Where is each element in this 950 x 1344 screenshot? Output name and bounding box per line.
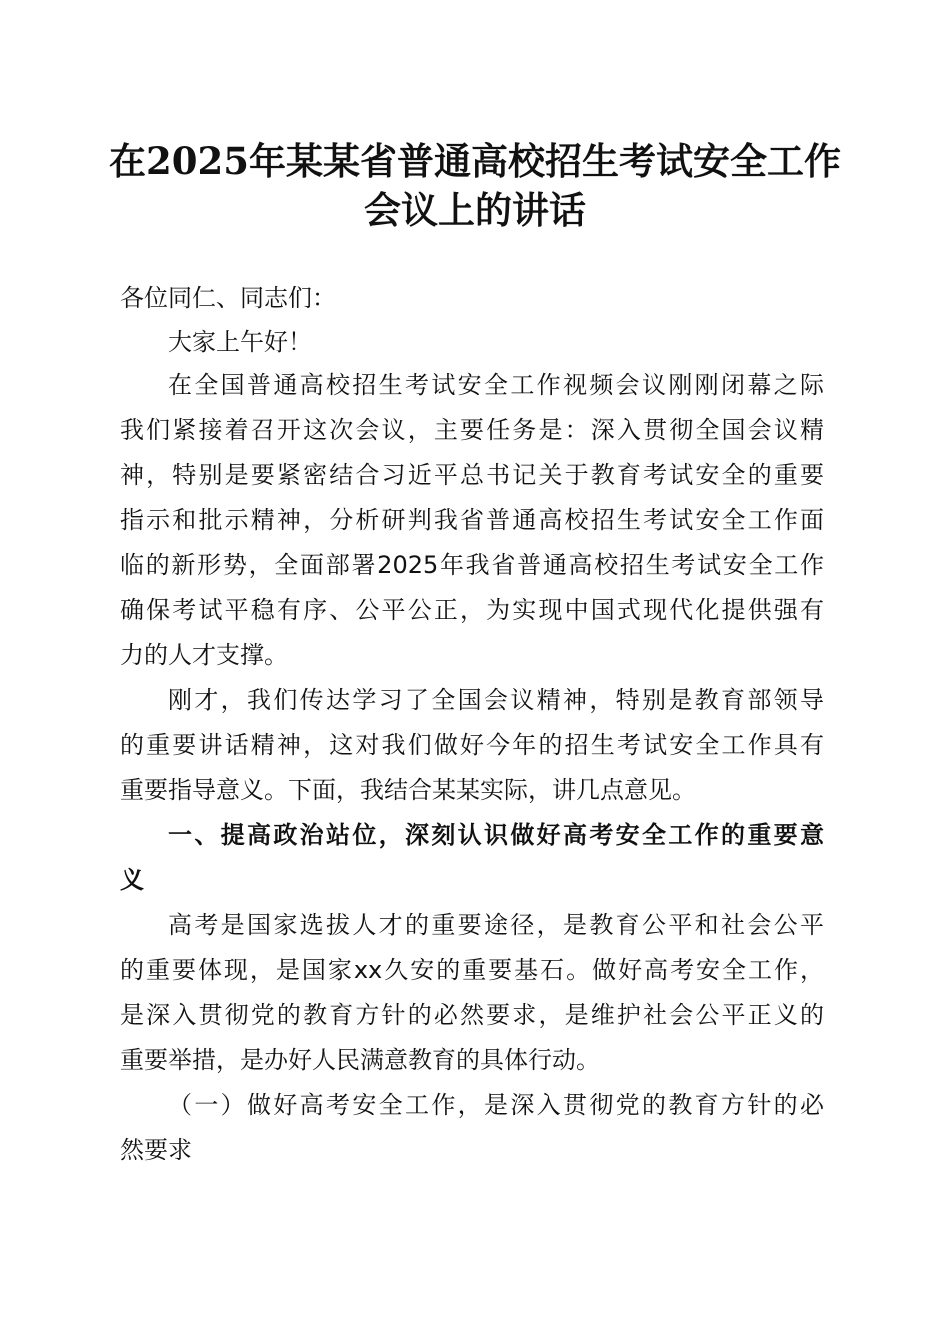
document-title-line-1: 在2025年某某省普通高校招生考试安全工作 bbox=[109, 139, 841, 183]
paragraph-3-line-4: 重要举措，是办好人民满意教育的具体行动。 bbox=[120, 1046, 600, 1074]
paragraph-2-line-3: 重要指导意义。下面，我结合某某实际，讲几点意见。 bbox=[120, 776, 696, 804]
paragraph-2-line-2: 的重要讲话精神，这对我们做好今年的招生考试安全工作具有 bbox=[120, 731, 824, 759]
paragraph-1-line-1: 在全国普通高校招生考试安全工作视频会议刚刚闭幕之际 bbox=[168, 371, 824, 399]
subheading-1-line-2: 然要求 bbox=[120, 1136, 192, 1164]
paragraph-1-line-4: 指示和批示精神，分析研判我省普通高校招生考试安全工作面 bbox=[120, 506, 824, 534]
paragraph-1-line-6: 确保考试平稳有序、公平公正，为实现中国式现代化提供强有 bbox=[120, 596, 824, 624]
salutation: 各位同仁、同志们： bbox=[120, 284, 336, 312]
document-title-line-2: 会议上的讲话 bbox=[364, 188, 586, 232]
paragraph-1-line-5: 临的新形势，全面部署2025年我省普通高校招生考试安全工作 bbox=[120, 551, 824, 579]
paragraph-3-line-2: 的重要体现，是国家xx久安的重要基石。做好高考安全工作， bbox=[120, 956, 824, 984]
section-heading-1-line-1: 一、提高政治站位，深刻认识做好高考安全工作的重要意 bbox=[168, 821, 824, 849]
paragraph-1-line-7: 力的人才支撑。 bbox=[120, 641, 288, 669]
paragraph-3-line-1: 高考是国家选拔人才的重要途径，是教育公平和社会公平 bbox=[168, 911, 824, 939]
section-heading-1-line-2: 义 bbox=[120, 866, 144, 894]
paragraph-1-line-3: 神，特别是要紧密结合习近平总书记关于教育考试安全的重要 bbox=[120, 461, 824, 489]
paragraph-3-line-3: 是深入贯彻党的教育方针的必然要求，是维护社会公平正义的 bbox=[120, 1001, 824, 1029]
paragraph-1-line-2: 我们紧接着召开这次会议，主要任务是：深入贯彻全国会议精 bbox=[120, 416, 824, 444]
paragraph-2-line-1: 刚才，我们传达学习了全国会议精神，特别是教育部领导 bbox=[168, 686, 824, 714]
greeting: 大家上午好！ bbox=[168, 328, 312, 356]
subheading-1-line-1: （一）做好高考安全工作，是深入贯彻党的教育方针的必 bbox=[168, 1091, 824, 1119]
